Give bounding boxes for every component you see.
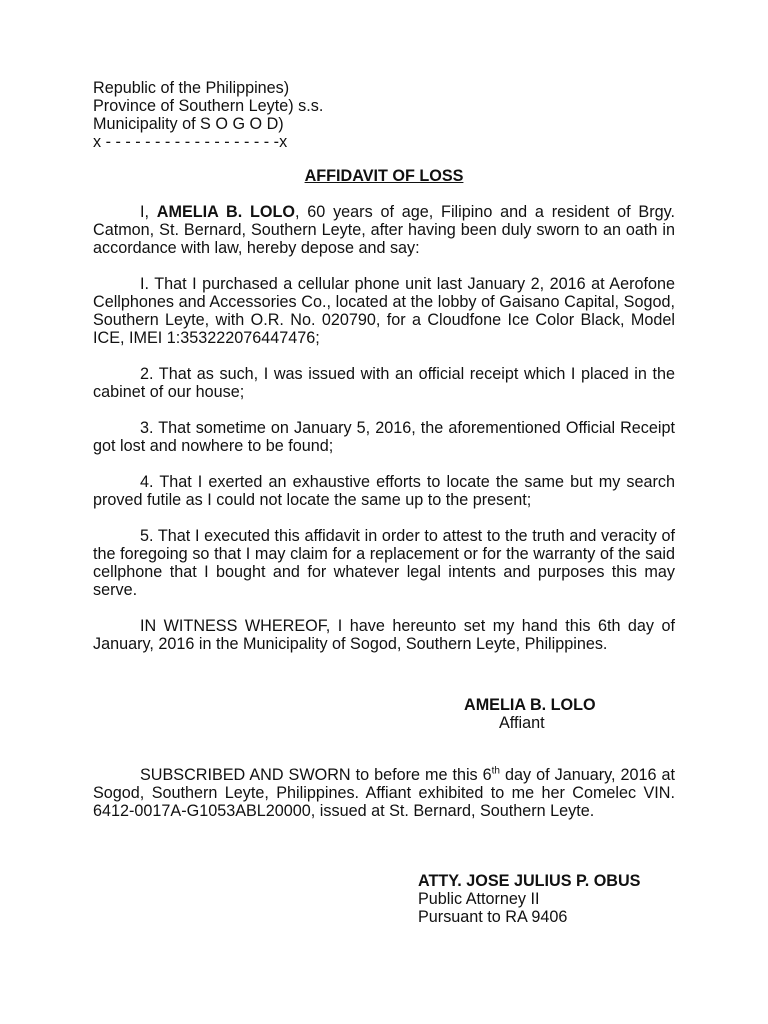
jurat-block: [93, 766, 675, 820]
venue-republic: Republic of the Philippines): [93, 79, 290, 97]
venue-separator: x - - - - - - - - - - - - - - - - - -x: [93, 133, 288, 151]
venue-municipality: Municipality of S O G O D): [93, 115, 284, 133]
jurat-before: SUBSCRIBED AND SWORN to before me this 6: [140, 766, 492, 784]
affiant-role: Affiant: [499, 714, 545, 732]
attorney-name: ATTY. JOSE JULIUS P. OBUS: [418, 872, 641, 890]
document-title: AFFIDAVIT OF LOSS: [304, 167, 464, 185]
paragraph-2: 2. That as such, I was issued with an official receipt which I placed in the cabinet of our house;: [93, 365, 675, 401]
witness-paragraph: IN WITNESS WHEREOF, I have hereunto set my hand this 6th day of January, 2016 in the Municipality of Sogod, Southern Leyte, Philippines.: [93, 617, 675, 653]
affidavit-body: [93, 203, 675, 671]
paragraph-4: 4. That I exerted an exhaustive efforts to locate the same but my search proved futile as I could not locate the same up to the present;: [93, 473, 675, 509]
intro-suffix: , 60 years of age, Filipino and a resident of Brgy. Catmon, St. Bernard, Southern Leyte, after having been duly sworn to an oath in accordance with law, hereby depose and say:: [93, 203, 675, 257]
venue-caption: [93, 79, 323, 151]
affiant-name-inline: AMELIA B. LOLO: [156, 203, 295, 221]
attorney-authority: Pursuant to RA 9406: [418, 908, 568, 926]
paragraph-5: 5. That I executed this affidavit in order to attest to the truth and veracity of the foregoing so that I may claim for a replacement or for the warranty of the said cellphone that I bought and for whatever legal intents and purposes this may serve.: [93, 527, 675, 599]
jurat-after: day of January, 2016 at Sogod, Southern Leyte, Philippines. Affiant exhibited to me her Comelec VIN. 6412-0017A-G1053ABL20000, issued at St. Bernard, Southern Leyte.: [93, 766, 675, 820]
attorney-signature-block: [418, 872, 640, 926]
jurat-paragraph: [93, 766, 675, 820]
paragraph-3: 3. That sometime on January 5, 2016, the aforementioned Official Receipt got lost and nowhere to be found;: [93, 419, 675, 455]
affiant-signature-block: [464, 696, 596, 732]
attorney-title: Public Attorney II: [418, 890, 540, 908]
intro-paragraph: [93, 203, 675, 257]
jurat-superscript: th: [491, 765, 500, 777]
affiant-name: AMELIA B. LOLO: [464, 696, 596, 714]
paragraph-1: I. That I purchased a cellular phone unit last January 2, 2016 at Aerofone Cellphones and Accessories Co., located at the lobby of Gaisano Capital, Sogod, Southern Leyte, with O.R. No. 020790, for a Cloudfone Ice Color Black, Model ICE, IMEI 1:353222076447476;: [93, 275, 675, 347]
intro-prefix: I,: [140, 203, 157, 221]
venue-province: Province of Southern Leyte) s.s.: [93, 97, 324, 115]
